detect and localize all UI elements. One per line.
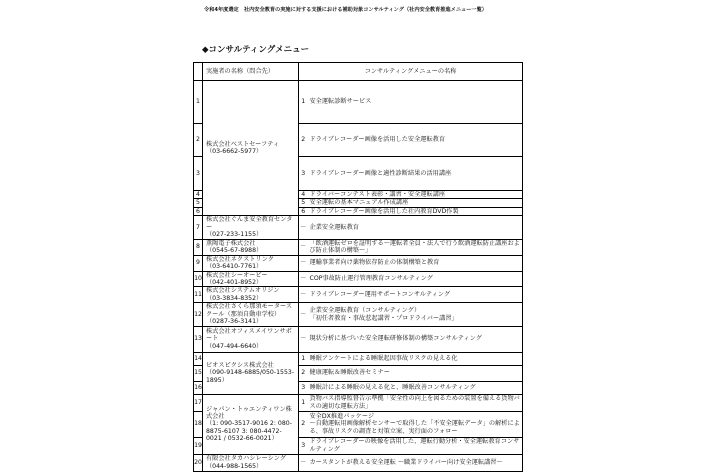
table-row xyxy=(194,303,523,326)
menu-cell: ドライブレコーダーの映像を活用した、運転行動分析・安全運転教育コンサルティング xyxy=(308,437,523,454)
row-number: 12 xyxy=(194,303,203,326)
header-menu: コンサルティングメニューの名称 xyxy=(299,63,523,81)
company-cell: 株式会社ベストセーフティ （03-6662-5977） xyxy=(203,81,299,216)
table-row xyxy=(194,352,523,365)
menu-number: 3 xyxy=(299,157,308,191)
row-number: 7 xyxy=(194,216,203,239)
consulting-menu-table xyxy=(193,62,523,472)
row-number: 4 xyxy=(194,191,203,199)
menu-cell: カースタントが教える安全運転 ～職業ドライバー向け安全運転講習～ xyxy=(308,454,523,471)
menu-number: － xyxy=(299,216,308,239)
menu-cell: ドライブレコーダー画像を活用した社内教育DVD作製 xyxy=(308,207,523,215)
menu-number: 4 xyxy=(299,191,308,199)
table-row xyxy=(194,287,523,303)
menu-cell: COP事故防止運行管理教育コンサルティング xyxy=(308,271,523,287)
company-cell: 株式会社オフィスメイワンサポート （047-494-6640） xyxy=(203,326,299,352)
table-row xyxy=(194,454,523,471)
menu-cell: 健康運転＆睡眠改善セミナー xyxy=(308,365,523,381)
menu-cell: 安全DX推進パッケージ ～自動運転用画像解析センサーで取得した「不安全運転データ」の解析による、事故リスクの調査と対策立案、実行面のフォロー xyxy=(308,411,523,437)
menu-cell: 睡眠アンケートによる睡眠起因事故リスクの見える化 xyxy=(308,352,523,365)
menu-number: 2 xyxy=(299,365,308,381)
menu-number: 2 xyxy=(299,411,308,437)
table-row xyxy=(194,216,523,239)
table-row xyxy=(194,255,523,271)
menu-cell: 「飲酒運転ゼロを証明する～運転者全員・法人で行う飲酒運転防止講座および防止体制の構築～」 xyxy=(308,239,523,255)
menu-number: － xyxy=(299,454,308,471)
row-number: 16 xyxy=(194,381,203,394)
company-cell: 株式会社シーオービー （042-401-8952） xyxy=(203,271,299,287)
menu-cell: 安全運転の基本マニュアル作成講座 xyxy=(308,199,523,207)
company-cell: 株式会社ネクストリンク （03-6410-7761） xyxy=(203,255,299,271)
menu-cell: 現状分析に基づいた安全運転研修体制の構築コンサルティング xyxy=(308,326,523,352)
row-number: 1 xyxy=(194,81,203,124)
menu-number: － xyxy=(299,239,308,255)
menu-number: 3 xyxy=(299,437,308,454)
menu-cell: ドライブレコーダー運用サポートコンサルティング xyxy=(308,287,523,303)
menu-cell: 運輸事業者向け薬物依存防止の体制構築と教育 xyxy=(308,255,523,271)
row-number: 11 xyxy=(194,287,203,303)
menu-number: － xyxy=(299,271,308,287)
menu-cell: 企業安全運転教育 xyxy=(308,216,523,239)
menu-cell: ドライブレコーダー画像と適性診断結果の活用講座 xyxy=(308,157,523,191)
row-number: 13 xyxy=(194,326,203,352)
row-number: 5 xyxy=(194,199,203,207)
menu-cell: ドライブレコーダー画像を活用した安全運転教育 xyxy=(308,124,523,157)
table-row xyxy=(194,239,523,255)
row-number: 18 xyxy=(194,411,203,437)
row-number: 8 xyxy=(194,239,203,255)
menu-number: － xyxy=(299,326,308,352)
row-number: 9 xyxy=(194,255,203,271)
row-number: 15 xyxy=(194,365,203,381)
menu-cell: 安全運転診断サービス xyxy=(308,81,523,124)
row-number: 6 xyxy=(194,207,203,215)
menu-number: 6 xyxy=(299,207,308,215)
company-cell: 株式会社システムオリジン （03-3834-8352） xyxy=(203,287,299,303)
table-row xyxy=(194,271,523,287)
company-cell: 有限会社タカハシレーシング （044-988-1565） xyxy=(203,454,299,471)
company-cell: 株式会社ぐんま安全教育センター （027-233-1155） xyxy=(203,216,299,239)
row-number: 19 xyxy=(194,437,203,454)
company-cell: ジャパン・トゥエンティワン株式会社 （1: 090-3517-9016 2: 080-8875-6107 3: 080-4472-0021 / 0532-66-0021） xyxy=(203,394,299,454)
section-title: ◆コンサルティングメニュー xyxy=(202,45,310,55)
menu-number: 2 xyxy=(299,124,308,157)
table-header xyxy=(194,63,523,81)
menu-number: － xyxy=(299,287,308,303)
company-cell: 薫陶電子株式会社 （0545-67-8988） xyxy=(203,239,299,255)
menu-number: 3 xyxy=(299,381,308,394)
menu-cell: 貨物バス指導監督告示準拠「安全性の向上を図るための装置を備える貨物バスの適切な運転方法」 xyxy=(308,394,523,411)
menu-cell: ドライバーコンテスト表彰・講習・安全運転講座 xyxy=(308,191,523,199)
row-number: 20 xyxy=(194,454,203,471)
document-heading: 令和4年度選定 社内安全教育の実施に対する支援における補助対象コンサルティング（社内安全教育推進メニュー一覧） xyxy=(204,7,487,13)
row-number: 10 xyxy=(194,271,203,287)
menu-cell: 睡眠計による睡眠の見える化と、睡眠改善コンサルティング xyxy=(308,381,523,394)
menu-number: － xyxy=(299,303,308,326)
menu-cell: 企業安全運転教育（コンサルティング） 「初任者教育・事故惹起講習・プロドライバー講習」 xyxy=(308,303,523,326)
menu-number: 1 xyxy=(299,394,308,411)
table-row xyxy=(194,81,523,124)
row-number: 14 xyxy=(194,352,203,365)
menu-number: 5 xyxy=(299,199,308,207)
menu-number: 1 xyxy=(299,81,308,124)
menu-number: － xyxy=(299,255,308,271)
menu-number: 1 xyxy=(299,352,308,365)
row-number: 17 xyxy=(194,394,203,411)
row-number: 2 xyxy=(194,124,203,157)
company-cell: ビオスピクシス株式会社 （090-9148-6885/050-1553-1895） xyxy=(203,352,299,394)
table-row xyxy=(194,394,523,411)
row-number: 3 xyxy=(194,157,203,191)
company-cell: 株式会社さくら那須モータースクール（那須自動車学校） （0287-36-3141） xyxy=(203,303,299,326)
header-blank xyxy=(194,63,203,81)
table-row xyxy=(194,326,523,352)
header-company: 実施者の名称（問合先） xyxy=(203,63,299,81)
